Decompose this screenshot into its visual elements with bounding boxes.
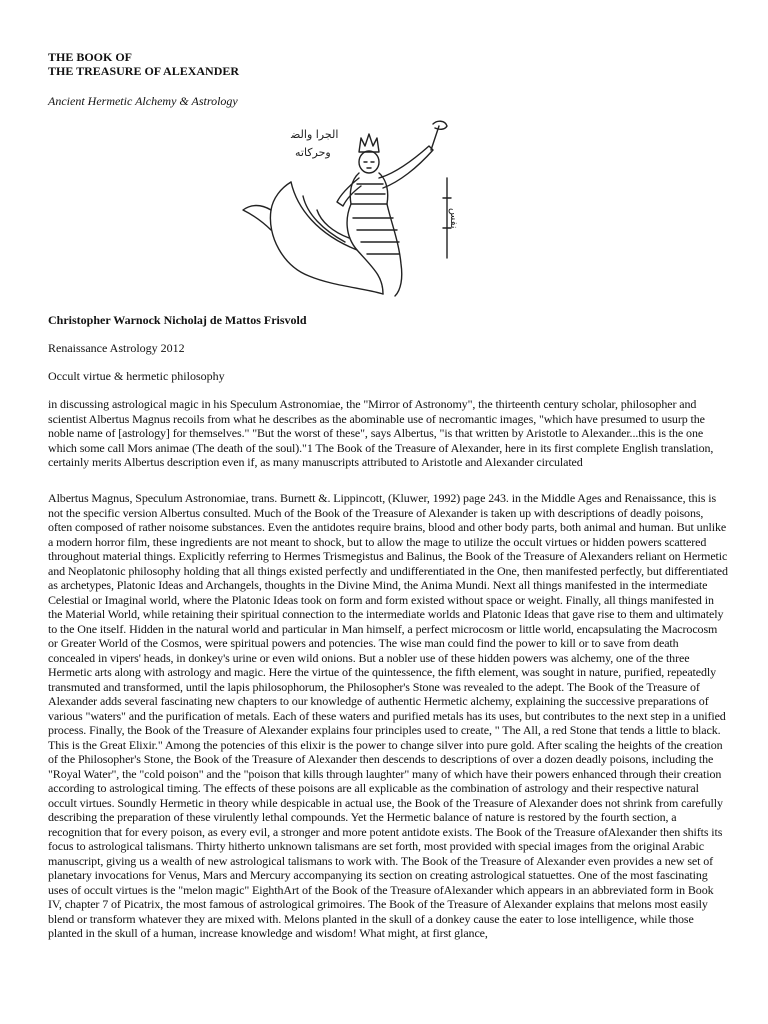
document-title	[48, 50, 239, 78]
document-subtitle: Ancient Hermetic Alchemy & Astrology	[48, 94, 238, 108]
illustration-script-top: ﺍﻟﺠﺮﺍ ﻭﺍﻟﻀ	[291, 128, 339, 141]
topic-line: Occult virtue & hermetic philosophy	[48, 369, 225, 383]
illustration-script-side: ﻧﻔﺲ	[448, 208, 459, 229]
body-paragraph-1: in discussing astrological magic in his Speculum Astronomiae, the "Mirror of Astronomy", the thirteenth century scholar, philosopher and scientist Albertus Magnus recoils from what he describes as the abominable use of necromantic images, "which have presumed to usurp the noble name of [astrology] for themselves." "But the worst of these", says Albertus, "is that written by Aristotle to Alexander...this is the one which some call Mors animae (The death of the soul)."1 The Book of the Treasure of Alexander, here in its first complete English translation, certainly merits Albertus description even if, as many manuscripts attributed to Aristotle and Alexander circulated	[48, 397, 714, 469]
publisher-line: Renaissance Astrology 2012	[48, 341, 185, 355]
illustration-script-mid: ﻭﺣﺮﻛﺎﺗﻪ	[295, 146, 331, 159]
mermaid-king-illustration	[233, 118, 461, 300]
title-line-1: THE BOOK OF	[48, 50, 133, 64]
body-paragraph-2: Albertus Magnus, Speculum Astronomiae, trans. Burnett &. Lippincott, (Kluwer, 1992) page 243. in the Middle Ages and Renaissance, this is not the specific version Albertus consulted. Much of the Book of the Treasure of Alexander is taken up with descriptions of deadly poisons, often composed of rather noisome substances. Even the antidotes require brains, blood and other body parts, both animal and human. But unlike a modern horror film, these ingredients are not meant to shock, but to allow the mage to utilize the occult virtues or hidden powers scattered throughout material things. Explicitly referring to Hermes Trismegistus and Balinus, the Book of the Treasure of Alexanders reliant on Hermetic and Neoplatonic philosophy holding that all things existed perfectly and undifferentiated in the One, then manifested perfectly, but differentiated as archetypes, Platonic Ideas and Archangels, thoughts in the Divine Mind, the Anima Mundi. Next all things manifested in the intermediate Celestial or Imaginal world, where the Platonic Ideas took on form and form existed without space or weight. Finally, all things manifested in the Material World, while retaining their spiritual connection to the intermediate worlds and Platonic Ideas that gave rise to them and ultimately to the One itself. Hidden in the natural world and particular in Man himself, a perfect microcosm or little world, encapsulating the Macrocosm or Greater World of the Cosmos, were spiritual powers and potencies. The wise man could find the power to kill or to save from death concealed in vipers' heads, in donkey's urine or even wild onions. But a nobler use of these hidden powers was alchemy, one of the three Hermetic arts along with astrology and magic. Here the virtue of the quintessence, the fifth element, was sought in nature, purified, repeatedly transmuted and transformed, until the lapis philosophorum, the Philosopher's Stone was revealed to the adept. The Book of the Treasure of Alexander adds several fascinating new chapters to our knowledge of authentic Hermetic alchemy, explaining the successive preparations of various "waters" and the purification of metals. Each of these waters and purified metals has its uses, but contributes to the next step in a unified process. Finally, the Book of the Treasure of Alexander explains four principles used to create, " The All, a red Stone that tends a little to black. This is the Great Elixir." Among the potencies of this elixir is the power to change silver into pure gold. After scaling the heights of the creation of the Philosopher's Stone, the Book of the Treasure of Alexander then descends to descriptions of over a dozen deadly poisons, including the "Royal Water", the "cold poison" and the "poison that kills through laughter" many of which have their powers enhanced through their creation according to astrological timing. The effects of these poisons are all explicable as the combination of astrology and their respective natural occult virtues. Soundly Hermetic in theory while despicable in actual use, the Book of the Treasure of Alexander does not shrink from carefully describing the preparation of these virulently lethal compounds. Yet the Hermetic balance of nature is restored by the fourth section, a recognition that for every poison, as every evil, a stronger and more potent antidote exists. The Book of the Treasure ofAlexander then shifts its focus to astrological talismans. Thirty hitherto unknown talismans are set forth, most provided with special images from the original Arabic manuscript, giving us a wealth of new astrological talismans to work with. The Book of the Treasure of Alexander even provides a new set of planetary invocations for Venus, Mars and Mercury accompanying its section on creating astrological statuettes. One of the most fascinating uses of occult virtues is the "melon magic" EighthArt of the Book of the Treasure ofAlexander which appears in an abbreviated form in Book IV, chapter 7 of Picatrix, the most famous of astrological grimoires. The Book of the Treasure of Alexander explains that melons most easily blend or transform whatever they are mixed with. Melons planted in the skull of a donkey cause the eater to lose intelligence, while those planted in the skull of a human, increase knowledge and wisdom! What might, at first glance,	[48, 491, 728, 940]
authors-line: Christopher Warnock Nicholaj de Mattos Frisvold	[48, 313, 307, 327]
scepter-icon	[431, 121, 447, 150]
crown-icon	[359, 134, 379, 152]
title-line-2: THE TREASURE OF ALEXANDER	[48, 64, 240, 78]
